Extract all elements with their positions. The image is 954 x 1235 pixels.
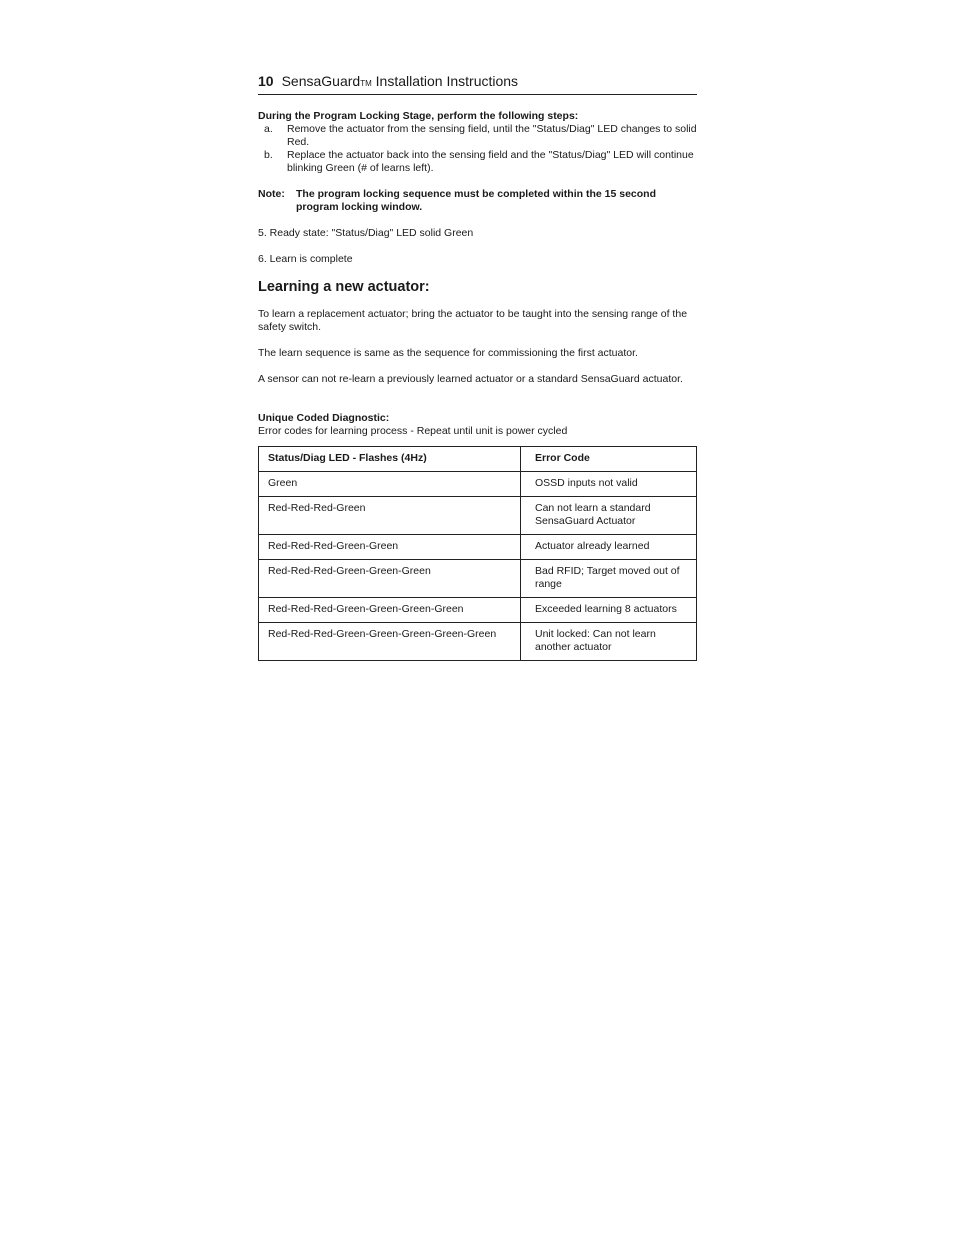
note-block (258, 188, 697, 214)
table-header-row (259, 447, 697, 472)
diagnostic-subtitle: Error codes for learning process - Repeat until unit is power cycled (258, 425, 568, 437)
learning-paragraph-1: To learn a replacement actuator; bring the actuator to be taught into the sensing range of the safety switch. (258, 308, 688, 333)
error-code-cell: OSSD inputs not valid (521, 472, 697, 497)
table-row (259, 497, 697, 535)
led-pattern-cell: Red-Red-Red-Green-Green-Green-Green-Green (259, 623, 521, 661)
table-row (259, 560, 697, 598)
error-code-cell: Exceeded learning 8 actuators (521, 598, 697, 623)
step-text: Remove the actuator from the sensing field, until the "Status/Diag" LED changes to solid Red. (287, 123, 697, 148)
locking-step-b (258, 149, 697, 175)
error-code-cell: Unit locked: Can not learn another actuator (521, 623, 697, 661)
diagnostic-title: Unique Coded Diagnostic: (258, 412, 390, 424)
learning-paragraph-2: The learn sequence is same as the sequence for commissioning the first actuator. (258, 347, 638, 359)
locking-step-a (258, 123, 697, 149)
error-code-cell: Actuator already learned (521, 535, 697, 560)
table-row (259, 535, 697, 560)
column-header-error: Error Code (521, 447, 697, 472)
table-row (259, 623, 697, 661)
learning-paragraph-3: A sensor can not re-learn a previously learned actuator or a standard SensaGuard actuator. (258, 373, 683, 385)
step-6-text: 6. Learn is complete (258, 253, 353, 265)
product-name: SensaGuard (281, 73, 361, 89)
step-5-text: 5. Ready state: "Status/Diag" LED solid Green (258, 227, 474, 239)
note-text: The program locking sequence must be completed within the 15 second program locking window. (296, 188, 656, 213)
page-number: 10 (258, 73, 274, 89)
error-code-cell: Can not learn a standard SensaGuard Actuator (521, 497, 697, 535)
led-pattern-cell: Red-Red-Red-Green-Green-Green-Green (259, 598, 521, 623)
led-pattern-cell: Green (259, 472, 521, 497)
note-label: Note: (258, 188, 285, 200)
step-letter: a. (264, 123, 273, 135)
error-code-table (258, 446, 697, 661)
trademark-mark: TM (360, 79, 372, 88)
table-row (259, 472, 697, 497)
section-heading-learning: Learning a new actuator: (258, 279, 430, 295)
header-title: Installation Instructions (371, 73, 519, 89)
step-text: Replace the actuator back into the sensing field and the "Status/Diag" LED will continue blinking Green (# of learns left). (287, 149, 694, 174)
table-row (259, 598, 697, 623)
column-header-led: Status/Diag LED - Flashes (4Hz) (259, 447, 521, 472)
led-pattern-cell: Red-Red-Red-Green-Green (259, 535, 521, 560)
led-pattern-cell: Red-Red-Red-Green-Green-Green (259, 560, 521, 598)
page-header (258, 72, 697, 95)
locking-intro: During the Program Locking Stage, perform the following steps: (258, 110, 579, 122)
document-page (258, 72, 697, 661)
step-letter: b. (264, 149, 273, 161)
error-code-cell: Bad RFID; Target moved out of range (521, 560, 697, 598)
led-pattern-cell: Red-Red-Red-Green (259, 497, 521, 535)
